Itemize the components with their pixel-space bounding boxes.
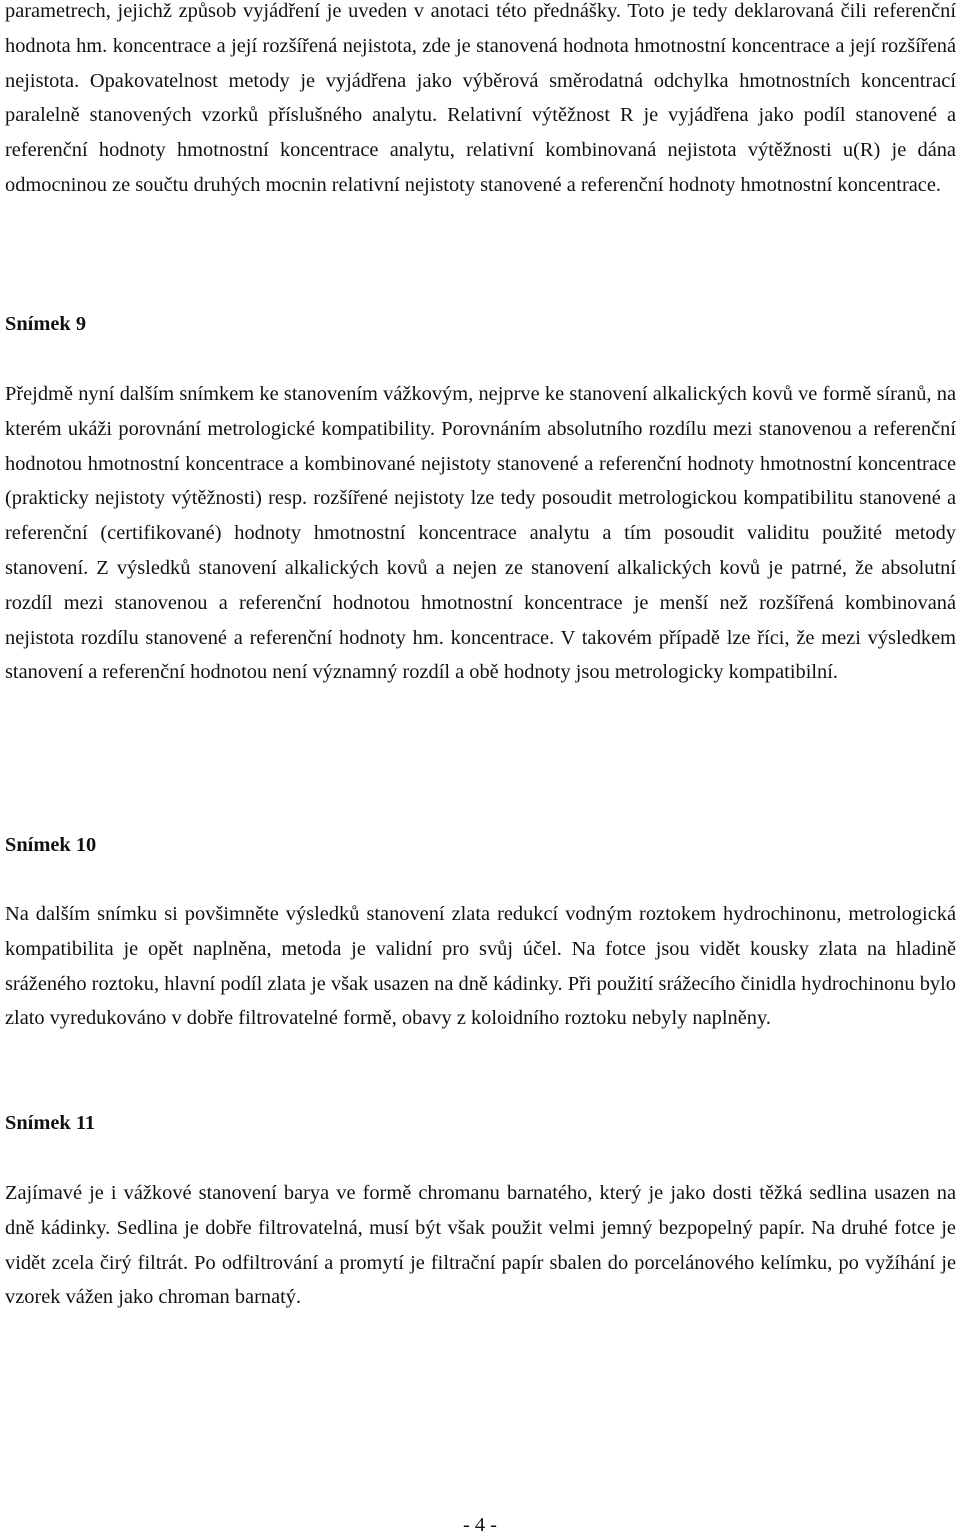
heading-snimek-11: Snímek 11 xyxy=(5,1112,96,1134)
heading-snimek-9: Snímek 9 xyxy=(5,313,87,335)
page-number: - 4 - xyxy=(463,1514,497,1536)
paragraph-snimek-11: Zajímavé je i vážkové stanovení barya ve formě chromanu barnatého, který je jako dosti těžká sedlina usazen na dně kádinky. Sedlina je dobře filtrovatelná, musí být však použit velmi jemný bezpopelný papír. Na druhé fotce je vidět zcela čirý filtrát. Po odfiltrování a promytí je filtrační papír sbalen do porcelánového kelímku, po vyžíhání je vzorek vážen jako chroman barnatý. xyxy=(5,1182,956,1309)
heading-snimek-10: Snímek 10 xyxy=(5,834,97,856)
paragraph-methods: parametrech, jejichž způsob vyjádření je uveden v anotaci této přednášky. Toto je tedy deklarovaná čili referenční hodnota hm. koncentrace a její rozšířená nejistota, zde je stanovená hodnota hmotnostní koncentrace a její rozšířená nejistota. Opakovatelnost metody je vyjádřena jako výběrová směrodatná odchylka hmotnostních koncentrací paralelně stanovených vzorků příslušného analytu. Relativní výtěžnost R je vyjádřena jako podíl stanovené a referenční hodnoty hmotnostní koncentrace analytu, relativní kombinovaná nejistota výtěžnosti u(R) je dána odmocninou ze součtu druhých mocnin relativní nejistoty stanovené a referenční hodnoty hmotnostní koncentrace. xyxy=(5,0,956,196)
paragraph-snimek-10: Na dalším snímku si povšimněte výsledků stanovení zlata redukcí vodným roztokem hydrochinonu, metrologická kompatibilita je opět naplněna, metoda je validní pro svůj účel. Na fotce jsou vidět kousky zlata na hladině sráženého roztoku, hlavní podíl zlata je však usazen na dně kádinky. Při použití srážecího činidla hydrochinonu bylo zlato vyredukováno v dobře filtrovatelné formě, obavy z koloidního roztoku nebyly naplněny. xyxy=(5,903,956,1030)
paragraph-snimek-9: Přejdmě nyní dalším snímkem ke stanovením vážkovým, nejprve ke stanovení alkalických kovů ve formě síranů, na kterém ukáži porovnání metrologické kompatibility. Porovnáním absolutního rozdílu mezi stanovenou a referenční hodnotou hmotnostní koncentrace a kombinované nejistoty stanovené a referenční hodnoty hmotnostní koncentrace (prakticky nejistoty výtěžnosti) resp. rozšířené nejistoty lze tedy posoudit metrologickou kompatibilitu stanovené a referenční (certifikované) hodnoty hmotnostní koncentrace analytu a tím posoudit validitu použité metody stanovení. Z výsledků stanovení alkalických kovů a nejen ze stanovení alkalických kovů je patrné, že absolutní rozdíl mezi stanovenou a referenční hodnotou hmotnostní koncentrace je menší než rozšířená kombinovaná nejistota rozdílu stanovené a referenční hodnoty hm. koncentrace. V takovém případě lze říci, že mezi výsledkem stanovení a referenční hodnotou není významný rozdíl a obě hodnoty jsou metrologicky kompatibilní. xyxy=(5,383,956,684)
